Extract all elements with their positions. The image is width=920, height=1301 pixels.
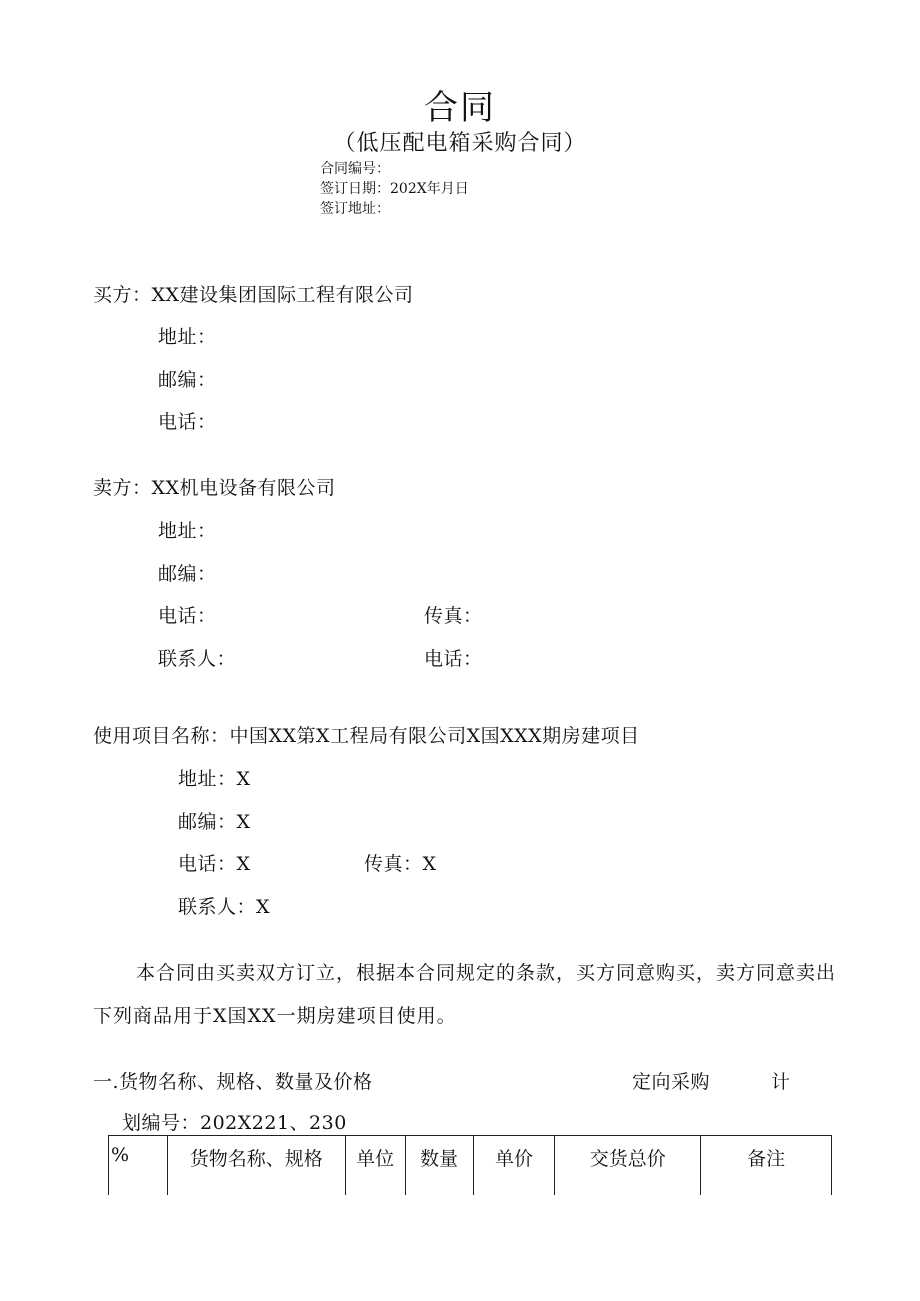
- seller-name: 卖方：XX机电设备有限公司: [93, 477, 336, 499]
- seller-address: 地址：: [158, 520, 217, 542]
- seller-fax: 传真：: [424, 605, 483, 627]
- goods-table: [108, 1135, 832, 1195]
- project-postcode: 邮编：X: [178, 811, 251, 833]
- buyer-address: 地址：: [158, 326, 217, 348]
- col-header-unit: 单位: [345, 1136, 405, 1196]
- buyer-postcode: 邮编：: [158, 369, 217, 391]
- section-1-plan-number: 划编号：202X221、230: [122, 1112, 347, 1134]
- contract-number-label: 合同编号：: [320, 161, 390, 177]
- project-fax: 传真：X: [364, 853, 437, 875]
- buyer-name: 买方：XX建设集团国际工程有限公司: [93, 284, 414, 306]
- table-header-row: [109, 1136, 832, 1196]
- buyer-phone: 电话：: [158, 411, 217, 433]
- section-1-heading: 一.货物名称、规格、数量及价格: [93, 1071, 373, 1093]
- col-header-goods-name: 货物名称、规格: [167, 1136, 345, 1196]
- sign-date-label: 签订日期：202X年月日: [320, 181, 469, 197]
- project-name: 使用项目名称：中国XX第X工程局有限公司X国XXX期房建项目: [93, 725, 640, 747]
- project-contact: 联系人：X: [178, 896, 271, 918]
- intro-line-2: 下列商品用于X国XX一期房建项目使用。: [93, 1005, 457, 1027]
- seller-contact-phone: 电话：: [424, 648, 483, 670]
- col-header-remarks: 备注: [701, 1136, 832, 1196]
- col-header-total-price: 交货总价: [555, 1136, 701, 1196]
- document-subtitle: （低压配电箱采购合同）: [333, 131, 587, 156]
- col-header-unit-price: 单价: [473, 1136, 555, 1196]
- project-phone: 电话：X: [178, 853, 251, 875]
- col-header-index: %: [109, 1136, 168, 1196]
- section-1-plan-tail: 计: [771, 1071, 791, 1093]
- intro-line-1: 本合同由买卖双方订立，根据本合同规定的条款，买方同意购买，卖方同意卖出: [136, 962, 837, 984]
- seller-phone: 电话：: [158, 605, 217, 627]
- document-title: 合同: [424, 88, 496, 128]
- seller-postcode: 邮编：: [158, 563, 217, 585]
- col-header-quantity: 数量: [405, 1136, 473, 1196]
- sign-place-label: 签订地址：: [320, 201, 390, 217]
- seller-contact: 联系人：: [158, 648, 237, 670]
- project-address: 地址：X: [178, 768, 251, 790]
- section-1-directed-purchase: 定向采购: [632, 1071, 711, 1093]
